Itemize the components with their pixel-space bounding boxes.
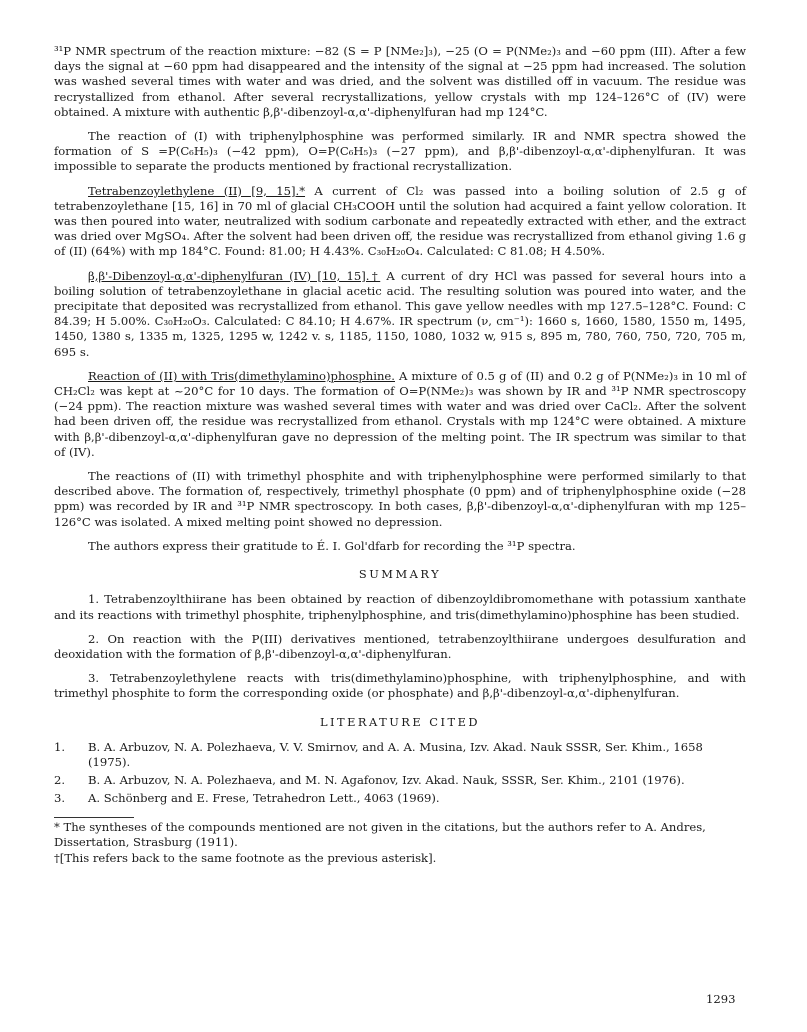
footnote-asterisk: * The syntheses of the compounds mentioned are not given in the citations, but the authors refer to A. Andres, Dissertation, Strasburg (1911). (54, 819, 706, 849)
paragraph-tris-reaction (54, 369, 746, 460)
footnote-divider (54, 817, 134, 818)
page-number: 1293 (706, 992, 736, 1006)
reference-item (54, 791, 746, 806)
reference-number: 3. (54, 791, 66, 806)
paragraph-tris-reaction-body: A mixture of 0.5 g of (II) and 0.2 g of P(NMe₂)₃ in 10 ml of CH₂Cl₂ was kept at ~20°C for 10 days. The formation of O=P(NMe₂)₃ was shown by IR and ³¹P NMR spectroscopy (−24 ppm). The reaction mixture was washed several times with water and was dried over CaCl₂. After the solvent had been driven off, the residue was recrystallized from ethanol. Crystals with mp 124°C were obtained. A mixture with β,β'-dibenzoyl-α,α'-diphenylfuran gave no depression of the melting point. The IR spectrum was similar to that of (IV). (54, 368, 746, 459)
paper-page (54, 44, 746, 867)
reference-item (54, 773, 746, 788)
paragraph-tetrabenzoylethylene-body: A current of Cl₂ was passed into a boiling solution of 2.5 g of tetrabenzoylethane [15, 16] in 70 ml of glacial CH₃COOH until the solution had acquired a faint yellow coloration. It was then poured into water, neutralized with sodium carbonate and repeatedly extracted with ether, and the extract was dried over MgSO₄. After the solvent had been driven off, the residue was recrystallized from ethanol giving 1.6 g of (II) (64%) with mp 184°C. Found: 81.00; H 4.43%. C₃₀H₂₀O₄. Calculated: C 81.08; H 4.50%. (54, 183, 746, 259)
section-heading-tris-reaction: Reaction of (II) with Tris(dimethylamino)phosphine. (88, 368, 395, 383)
summary-heading: SUMMARY (358, 567, 442, 582)
reference-text: B. A. Arbuzov, N. A. Polezhaeva, and M. N. Agafonov, Izv. Akad. Nauk, SSSR, Ser. Khim., 2101 (1976). (88, 773, 685, 788)
reference-text: A. Schönberg and E. Frese, Tetrahedron Lett., 4063 (1969). (88, 791, 440, 806)
paragraph-nmr-spectrum: ³¹P NMR spectrum of the reaction mixture: −82 (S = P [NMe₂]₃), −25 (O = P(NMe₂)₃ and −60 ppm (III). After a few days the signal at −60 ppm had disappeared and the intensity of the signal at −25 ppm had increased. The solution was washed several times with water and was dried, and the solvent was distilled off in vacuum. The residue was recrystallized from ethanol. After several recrystallizations, yellow crystals with mp 124–126°C of (IV) were obtained. A mixture with authentic β,β'-dibenzoyl-α,α'-diphenylfuran had mp 124°C. (54, 44, 746, 119)
paragraph-acknowledgment: The authors express their gratitude to É. I. Gol'dfarb for recording the ³¹P spectra. (88, 538, 576, 553)
summary-item: 1. Tetrabenzoylthiirane has been obtained by reaction of dibenzoyldibromomethane with potassium xanthate and its reactions with trimethyl phosphite, triphenylphosphine, and tris(dimethylamino)phosphine has been studied. (54, 592, 746, 622)
summary-item: 3. Tetrabenzoylethylene reacts with tris(dimethylamino)phosphine, with triphenylphosphine, and with trimethyl phosphite to form the corresponding oxide (or phosphate) and β,β'-dibenzoyl-α,α'-diphenylfuran. (54, 671, 746, 701)
paragraph-diphenylfuran (54, 269, 746, 360)
paragraph-other-reactions: The reactions of (II) with trimethyl phosphite and with triphenylphosphine were performed similarly to that described above. The formation of, respectively, trimethyl phosphate (0 ppm) and of triphenylphosphine oxide (−28 ppm) was recorded by IR and ³¹P NMR spectroscopy. In both cases, β,β'-dibenzoyl-α,α'-diphenylfuran with mp 125–126°C was isolated. A mixed melting point showed no depression. (54, 469, 746, 529)
reference-text: B. A. Arbuzov, N. A. Polezhaeva, V. V. Smirnov, and A. A. Musina, Izv. Akad. Nauk SSSR, Ser. Khim., 1658 (1975). (88, 739, 703, 769)
paragraph-triphenylphosphine-reaction: The reaction of (I) with triphenylphosphine was performed similarly. IR and NMR spectra showed the formation of S =P(C₆H₅)₃ (−42 ppm), O=P(C₆H₅)₃ (−27 ppm), and β,β'-dibenzoyl-α,α'-diphenylfuran. It was impossible to separate the products mentioned by fractional recrystallization. (54, 129, 746, 174)
reference-number: 1. (54, 739, 66, 754)
paragraph-diphenylfuran-body: A current of dry HCl was passed for several hours into a boiling solution of tetrabenzoylethane in glacial acetic acid. The resulting solution was poured into water, and the precipitate that deposited was recrystallized from ethanol. This gave yellow needles with mp 127.5–128°C. Found: C 84.39; H 5.00%. C₃₀H₂₀O₃. Calculated: C 84.10; H 4.67%. IR spectrum (ν, cm⁻¹): 1660 s, 1660, 1580, 1550 m, 1495, 1450, 1380 s, 1335 m, 1325, 1295 w, 1242 v. s, 1185, 1150, 1080, 1032 w, 915 s, 895 m, 780, 760, 750, 720, 705 m, 695 s. (54, 268, 746, 359)
paragraph-tetrabenzoylethylene (54, 184, 746, 260)
literature-heading: LITERATURE CITED (319, 714, 481, 729)
reference-list (54, 740, 746, 807)
reference-item (54, 740, 746, 770)
section-heading-diphenylfuran: β,β'-Dibenzoyl-α,α'-diphenylfuran (IV) [10, 15].† (88, 268, 381, 283)
section-heading-tetrabenzoylethylene: Tetrabenzoylethylene (II) [9, 15].* (88, 183, 306, 198)
summary-item: 2. On reaction with the P(III) derivatives mentioned, tetrabenzoylthiirane undergoes desulfuration and deoxidation with the formation of β,β'-dibenzoyl-α,α'-diphenylfuran. (54, 631, 746, 661)
reference-number: 2. (54, 773, 66, 788)
footnote-dagger: †[This refers back to the same footnote as the previous asterisk]. (54, 850, 437, 865)
